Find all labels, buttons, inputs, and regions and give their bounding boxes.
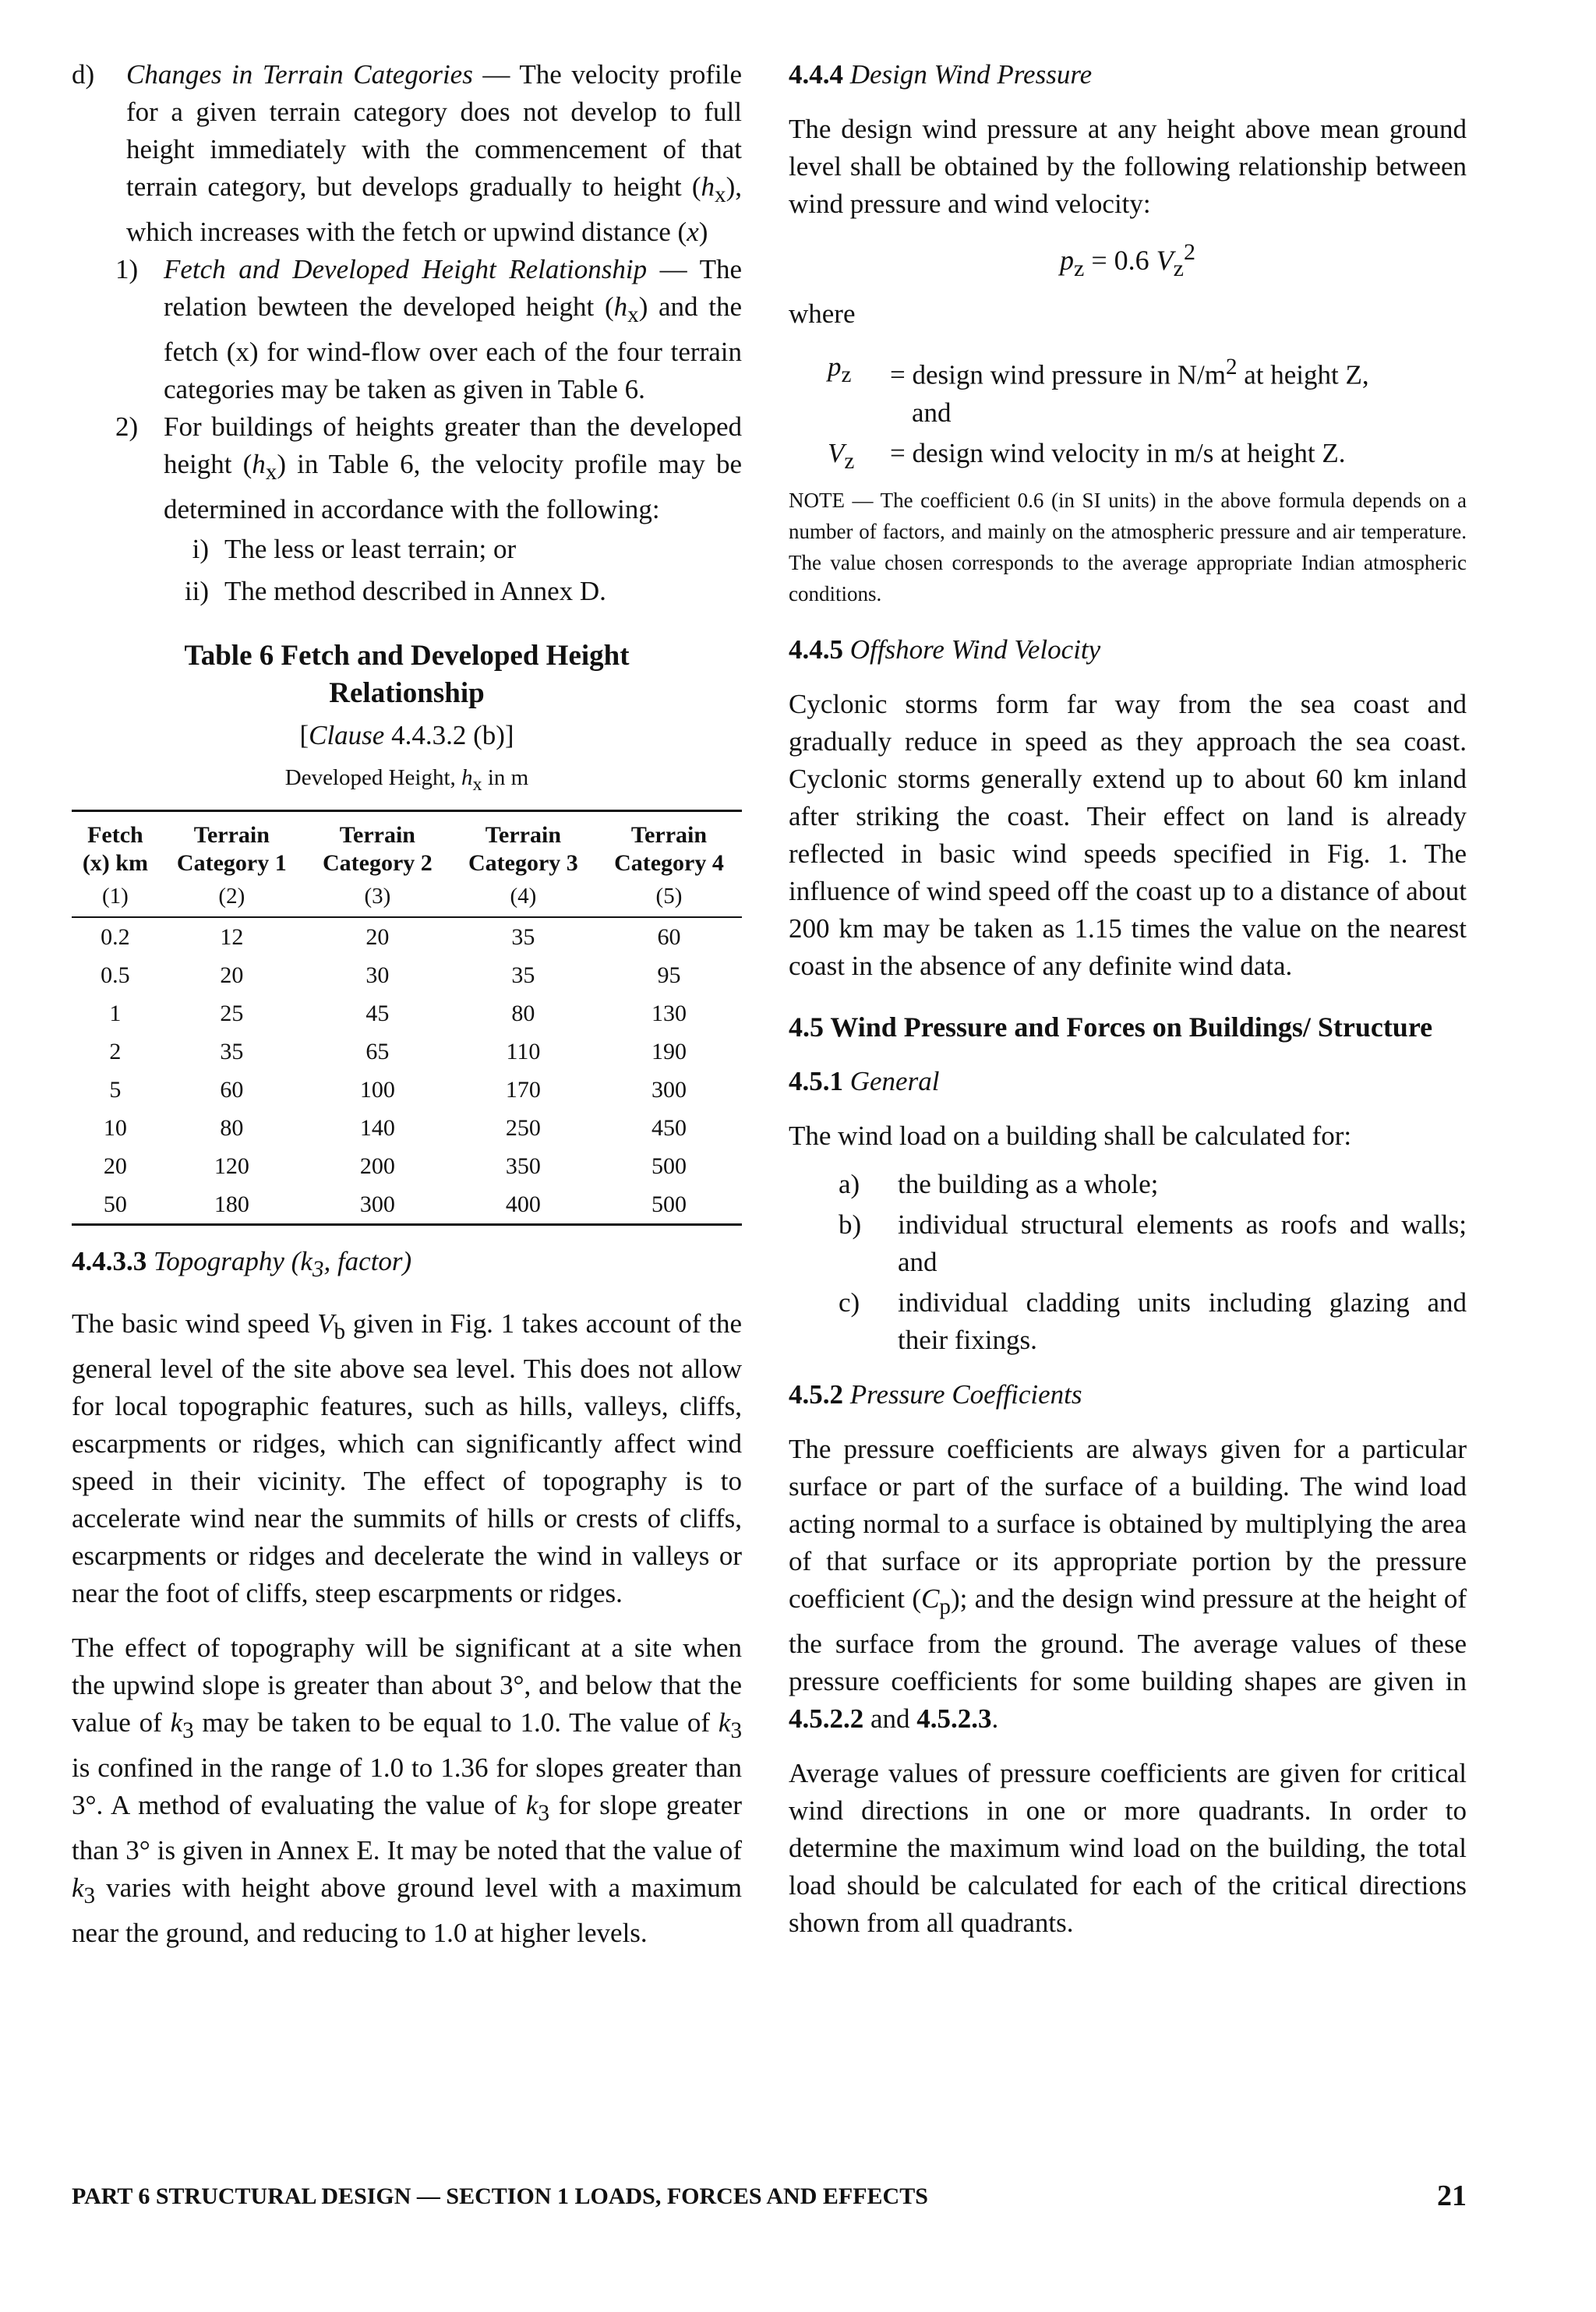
text-span: . — [991, 1703, 999, 1734]
clause-bracket: [ — [299, 720, 309, 750]
clause-d — [72, 56, 742, 251]
paragraph-4-5-2 — [789, 1431, 1467, 1738]
z-subscript: z — [844, 448, 855, 474]
table-cell: 25 — [220, 1000, 244, 1026]
column-number: (2) — [218, 883, 245, 909]
reference-link: 4.5.2.3 — [916, 1703, 992, 1734]
table-row — [72, 994, 742, 1032]
table-cell: 60 — [220, 1076, 244, 1103]
table-cell: 0.2 — [101, 923, 130, 950]
p-symbol: p — [1060, 245, 1075, 276]
where-label: where — [789, 298, 856, 330]
clause-d-1 — [72, 251, 742, 408]
table-cell: 500 — [651, 1152, 687, 1179]
section-title: Pressure Coefficients — [849, 1378, 1082, 1410]
k-subscript: 3 — [730, 1717, 743, 1743]
v-symbol: V — [317, 1308, 334, 1339]
table-cell: 50 — [103, 1191, 127, 1217]
p-symbol: p — [828, 351, 842, 383]
table-row — [72, 917, 742, 956]
clause-d-text: The velocity profile for a given terrain category does not develop to full height immediately with the commencement of that terrain category, but develops gradually to height ( — [126, 59, 742, 202]
text-span: given in Fig. 1 takes account of the general level of the site above sea level. This does not allow for local topographic features, such as hills, valleys, cliffs, escarpments or ridges, which can significantly affect wind speed in their vicinity. The effect of topography is to accelerate wind near the summits of hills or crests of cliffs, escarpments or ridges and decelerate the wind in valleys or near the foot of cliffs, steep escarpments or ridges. — [72, 1308, 742, 1608]
table-cell: 110 — [506, 1038, 541, 1064]
definition-symbol — [828, 348, 851, 394]
table-cell: 45 — [365, 1000, 390, 1026]
header-terrain-1 — [159, 810, 305, 881]
column-number: (4) — [510, 883, 537, 909]
unit-h-symbol: h — [461, 765, 473, 790]
k-symbol: k — [170, 1707, 183, 1738]
topography-paragraph-2 — [72, 1629, 742, 1952]
header-line: Terrain — [485, 821, 562, 848]
page-number: 21 — [1437, 2180, 1467, 2212]
list-marker: b) — [839, 1209, 862, 1240]
k-subscript: 3 — [182, 1717, 194, 1743]
section-title-end: , factor) — [323, 1245, 412, 1276]
z-subscript: z — [1173, 256, 1184, 282]
clause-d-1-text-2: ) and the fetch (x) for wind-flow over each of the four terrain categories may be taken as given in Table 6. — [164, 291, 742, 404]
table-cell: 300 — [359, 1191, 395, 1217]
table-cell: 60 — [657, 923, 681, 950]
header-fetch — [72, 810, 159, 881]
table-cell: 250 — [505, 1114, 541, 1141]
heading-4-5-1 — [789, 1063, 1467, 1100]
clause-d-2-i-marker: i) — [192, 534, 209, 564]
list-text: individual cladding units including glazing and their fixings. — [898, 1287, 1467, 1355]
table-row — [72, 1109, 742, 1147]
paragraph-4-5-1: The wind load on a building shall be calculated for: — [789, 1120, 1352, 1151]
z-subscript: z — [1074, 256, 1085, 282]
v-symbol: V — [1156, 245, 1174, 276]
text-span: is confined in the range of 1.0 to 1.36 for slopes greater than 3°. A method of evaluating the value of — [72, 1752, 742, 1820]
dash: — — [472, 59, 520, 90]
table-row — [72, 956, 742, 994]
table-cell: 35 — [511, 923, 535, 950]
definition-symbol — [828, 435, 854, 480]
formula-equals: = 0.6 — [1084, 245, 1156, 276]
heading-4-5: 4.5 Wind Pressure and Forces on Buildings/ Structure — [789, 1011, 1433, 1043]
hx-symbol: h — [252, 449, 266, 479]
exponent: 2 — [1183, 239, 1195, 265]
unit-tail: in m — [482, 765, 529, 790]
section-number: 4.5.1 — [789, 1065, 843, 1096]
page-footer — [72, 2180, 1467, 2212]
definition-vz — [789, 435, 1467, 472]
hx-symbol: h — [701, 171, 715, 202]
section-number: 4.4.4 — [789, 59, 843, 90]
z-subscript: z — [841, 362, 852, 388]
list-item — [789, 1284, 1467, 1359]
table-cell: 300 — [651, 1076, 687, 1103]
clause-d-text-2: ), which increases with the fetch or upwind distance ( — [126, 171, 742, 247]
c-symbol: C — [921, 1583, 940, 1614]
table-row — [72, 1147, 742, 1185]
table-cell: 140 — [359, 1114, 395, 1141]
hx-subscript: x — [265, 460, 277, 485]
paragraph-4-4-5: Cyclonic storms form far way from the sea coast and gradually reduce in speed as they approach the sea coast. Cyclonic storms generally extend up to about 60 km inland after striking the coast. Their effect on land is already reflected in basic wind speeds specified in Fig. 1. The influence of wind speed off the coast up to a distance of about 200 km may be taken as 1.15 times the value on the nearest coast in the absence of any definite wind data. — [789, 688, 1467, 981]
definition-text: = design wind velocity in m/s at height Z. — [890, 437, 1346, 468]
table-cell: 450 — [651, 1114, 687, 1141]
heading-4-4-4 — [789, 56, 1467, 94]
hx-symbol: h — [613, 291, 628, 322]
clause-d-2 — [72, 408, 742, 528]
header-line: (x) km — [82, 849, 148, 876]
table-cell: 80 — [220, 1114, 244, 1141]
reference-link: 4.5.2.2 — [789, 1703, 864, 1734]
table-cell: 190 — [651, 1038, 687, 1064]
v-symbol: V — [828, 437, 845, 468]
header-line: Category 3 — [468, 849, 578, 876]
right-column — [789, 56, 1467, 1942]
header-terrain-3 — [450, 810, 596, 881]
table-cell: 35 — [511, 962, 535, 988]
table-6-title-line-2: Relationship — [329, 677, 485, 709]
table-cell: 12 — [220, 923, 244, 950]
table-cell: 130 — [651, 1000, 687, 1026]
table-6-title — [72, 637, 742, 712]
clause-d-2-ii-text: The method described in Annex D. — [224, 576, 606, 606]
x-symbol: x — [687, 217, 699, 247]
clause-d-title: Changes in Terrain Categories — [126, 59, 473, 90]
section-number: 4.4.3.3 — [72, 1245, 147, 1276]
unit-label-text: Developed Height, — [284, 765, 462, 790]
table-6-unit-label — [72, 762, 742, 800]
v-subscript: b — [334, 1318, 346, 1344]
table-cell: 20 — [103, 1152, 127, 1179]
paragraph-4-5-2-b: Average values of pressure coefficients are given for critical wind directions in one or more quadrants. In order to determine the maximum wind load on the building, the total load should be calculated for each of the critical directions shown from all quadrants. — [789, 1757, 1467, 1938]
section-title: Topography ( — [154, 1245, 301, 1276]
header-line: Category 2 — [322, 849, 433, 876]
table-cell: 95 — [657, 962, 681, 988]
text-span: The basic wind speed — [72, 1308, 318, 1339]
k-symbol: k — [300, 1245, 312, 1276]
clause-d-1-marker: 1) — [115, 254, 139, 284]
table-row — [72, 1071, 742, 1109]
list-item — [789, 1166, 1467, 1203]
header-line: Category 4 — [614, 849, 724, 876]
clause-d-1-title: Fetch and Developed Height Relationship — [164, 254, 648, 284]
table-row — [72, 1032, 742, 1071]
section-title: Offshore Wind Velocity — [849, 634, 1101, 665]
header-line: Terrain — [630, 821, 708, 848]
text-span: ); and the design wind pressure at the height of the surface from the ground. The average values of these pressure coefficients for some building shapes are given in — [789, 1583, 1467, 1696]
table-cell: 2 — [109, 1038, 122, 1064]
k-subscript: 3 — [312, 1256, 324, 1282]
footer-text: PART 6 STRUCTURAL DESIGN — SECTION 1 LOADS, FORCES AND EFFECTS — [72, 2183, 928, 2209]
definition-pz — [789, 348, 1467, 432]
column-number-row — [72, 881, 742, 917]
clause-d-2-i-text: The less or least terrain; or — [224, 534, 517, 564]
clause-d-text-3: ) — [698, 217, 708, 247]
unit-h-subscript: x — [472, 773, 482, 795]
section-number: 4.4.5 — [789, 634, 843, 665]
column-number: (1) — [101, 883, 129, 909]
clause-d-1-text: The relation bewteen the developed height ( — [164, 254, 742, 322]
superscript: 2 — [1225, 355, 1238, 380]
heading-4-4-5 — [789, 631, 1467, 669]
pressure-formula — [789, 231, 1467, 291]
table-6-title-line-1: Table 6 Fetch and Developed Height — [184, 640, 630, 672]
table-cell: 65 — [365, 1038, 390, 1064]
clause-d-2-ii-marker: ii) — [184, 576, 209, 606]
topography-heading — [72, 1243, 742, 1288]
clause-word: Clause — [309, 720, 385, 750]
table-header-row — [72, 810, 742, 881]
k-symbol: k — [72, 1872, 84, 1903]
dash: — — [647, 254, 700, 284]
text-span: The pressure coefficients are always given for a particular surface or part of the surface of a building. The wind load acting normal to a surface is obtained by multiplying the area of that surface or its appropriate portion by the pressure coefficient ( — [789, 1433, 1467, 1614]
list-marker: a) — [839, 1168, 860, 1199]
hx-subscript: x — [715, 182, 726, 207]
column-number: (5) — [655, 883, 683, 909]
load-list — [789, 1166, 1467, 1359]
clause-d-2-i — [72, 528, 742, 570]
table-cell: 35 — [220, 1038, 244, 1064]
header-line: Category 1 — [176, 849, 287, 876]
list-text: the building as a whole; — [898, 1168, 1159, 1199]
section-title: General — [849, 1065, 940, 1096]
hx-subscript: x — [627, 302, 639, 327]
table-cell: 170 — [505, 1076, 541, 1103]
table-row — [72, 1185, 742, 1225]
header-terrain-2 — [305, 810, 450, 881]
table-cell: 20 — [365, 923, 390, 950]
clause-d-2-text-2: ) in Table 6, the velocity profile may be determined in accordance with the following: — [164, 449, 742, 524]
table-cell: 400 — [505, 1191, 541, 1217]
table-cell: 30 — [365, 962, 390, 988]
table-cell: 500 — [651, 1191, 687, 1217]
text-span: and — [863, 1703, 917, 1734]
table-6 — [72, 810, 742, 1226]
text-span: may be taken to be equal to 1.0. The value of — [193, 1707, 719, 1738]
clause-d-marker: d) — [72, 59, 95, 90]
table-cell: 180 — [214, 1191, 249, 1217]
table-6-clause — [72, 717, 742, 754]
heading-4-5-2 — [789, 1376, 1467, 1414]
k-subscript: 3 — [538, 1800, 550, 1826]
text-span: for slope greater than 3° is given in Annex E. It may be noted that the value of — [72, 1789, 742, 1865]
table-cell: 200 — [359, 1152, 395, 1179]
header-line: Terrain — [339, 821, 415, 848]
k-symbol: k — [525, 1789, 538, 1820]
table-cell: 1 — [109, 1000, 122, 1026]
clause-d-2-ii — [72, 570, 742, 612]
list-marker: c) — [839, 1287, 860, 1318]
table-cell: 350 — [505, 1152, 541, 1179]
list-text: individual structural elements as roofs and walls; and — [898, 1209, 1467, 1277]
table-cell: 80 — [511, 1000, 535, 1026]
clause-reference: 4.4.3.2 (b)] — [384, 720, 514, 750]
text-span: varies with height above ground level with a maximum near the ground, and reducing to 1.0 at higher levels. — [72, 1872, 742, 1948]
table-cell: 5 — [109, 1076, 122, 1103]
definition-text: = design wind pressure in N/m — [890, 359, 1226, 390]
note: NOTE — The coefficient 0.6 (in SI units) in the above formula depends on a number of factors, and mainly on the atmospheric pressure and air temperature. The value chosen corresponds to the average appropriate Indian atmospheric conditions. — [789, 488, 1467, 605]
clause-d-2-text: For buildings of heights greater than the developed height ( — [164, 411, 742, 479]
text-span: The effect of topography will be significant at a site when the upwind slope is greater than about 3°, and below that the value of — [72, 1632, 742, 1738]
paragraph-4-4-4: The design wind pressure at any height above mean ground level shall be obtained by the following relationship between wind pressure and wind velocity: — [789, 114, 1467, 219]
table-cell: 10 — [103, 1114, 127, 1141]
column-number: (3) — [364, 883, 391, 909]
clause-d-2-marker: 2) — [115, 411, 139, 442]
left-column — [72, 56, 742, 1952]
k-symbol: k — [718, 1707, 731, 1738]
header-terrain-4 — [596, 810, 742, 881]
definition-and: and — [912, 397, 952, 428]
topography-paragraph-1 — [72, 1305, 742, 1612]
k-subscript: 3 — [83, 1883, 96, 1908]
header-line: Terrain — [193, 821, 270, 848]
table-cell: 20 — [220, 962, 244, 988]
header-line: Fetch — [87, 821, 143, 848]
section-title: Design Wind Pressure — [849, 59, 1093, 90]
section-number: 4.5.2 — [789, 1378, 843, 1410]
c-subscript: p — [939, 1594, 951, 1619]
table-cell: 100 — [359, 1076, 395, 1103]
table-cell: 120 — [214, 1152, 249, 1179]
definition-tail: at height Z, — [1237, 359, 1369, 390]
table-cell: 0.5 — [101, 962, 130, 988]
list-item — [789, 1206, 1467, 1281]
